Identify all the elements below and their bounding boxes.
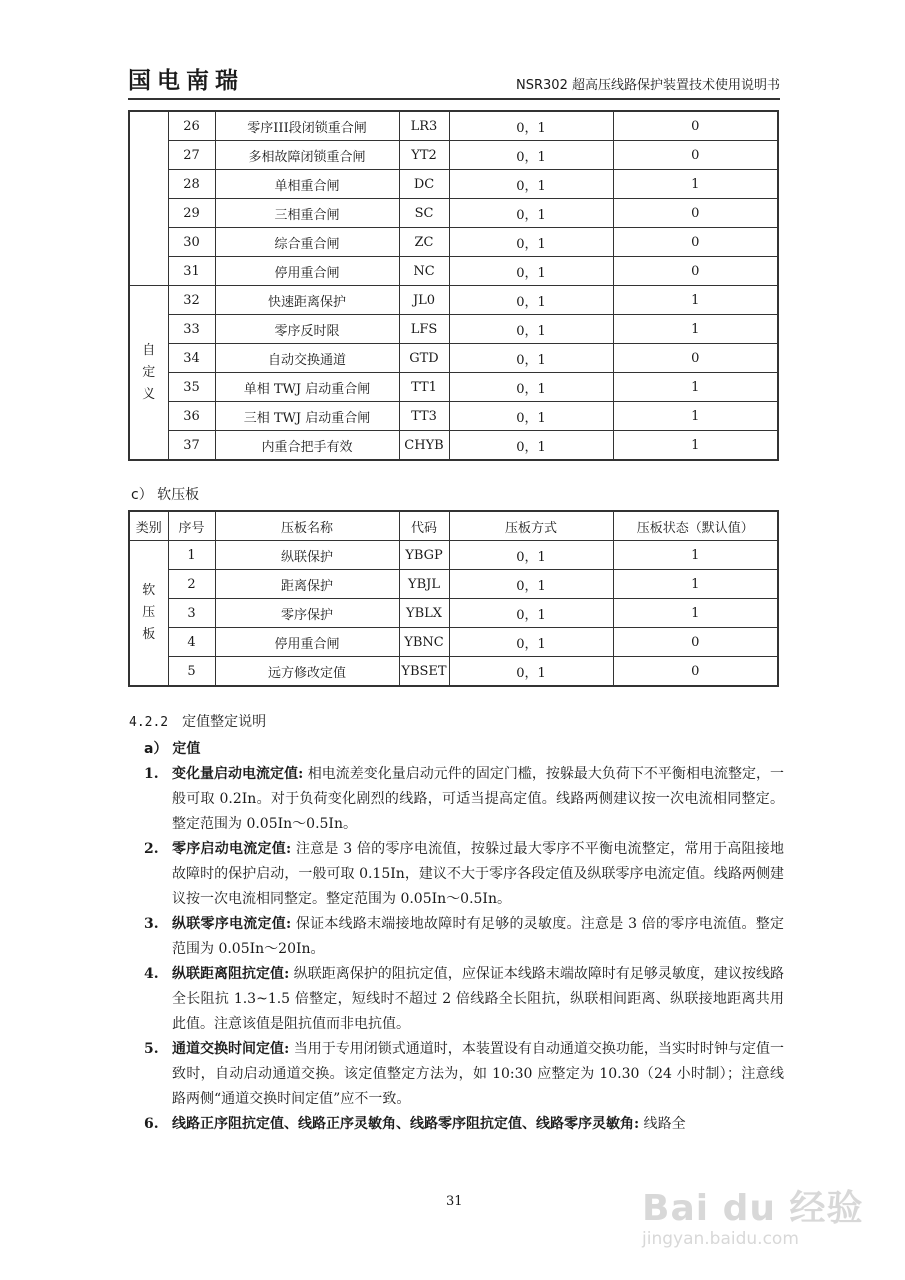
list-item — [144, 837, 784, 912]
cell-name: 综合重合闸 — [215, 228, 399, 257]
cell-name: 多相故障闭锁重合闸 — [215, 141, 399, 170]
sub-heading: a） 定值 — [144, 741, 201, 757]
item-title: 变化量启动电流定值: — [172, 766, 304, 782]
cell-code: NC — [399, 257, 449, 286]
cell-idx: 36 — [168, 402, 215, 431]
column-header: 压板方式 — [449, 511, 613, 541]
cell-method: 0，1 — [449, 170, 613, 199]
item-number: 2. — [144, 841, 159, 857]
cell-method: 0，1 — [449, 402, 613, 431]
cell-default: 1 — [613, 402, 778, 431]
cell-code: CHYB — [399, 431, 449, 461]
cell-default: 1 — [613, 541, 778, 570]
cell-idx: 3 — [168, 599, 215, 628]
list-item — [144, 1037, 784, 1112]
cell-name: 距离保护 — [215, 570, 399, 599]
cell-idx: 30 — [168, 228, 215, 257]
category-char: 压 — [142, 605, 156, 620]
column-header: 压板名称 — [215, 511, 399, 541]
category-cell — [129, 111, 168, 286]
list-item — [144, 912, 784, 962]
cell-method: 0，1 — [449, 628, 613, 657]
cell-method: 0，1 — [449, 286, 613, 315]
soft-plate-heading: c） 软压板 — [131, 487, 200, 503]
item-number: 1. — [144, 766, 159, 782]
document-title: NSR302 超高压线路保护装置技术使用说明书 — [516, 78, 780, 93]
category-cell — [129, 286, 168, 461]
table-row — [129, 141, 778, 170]
cell-name: 停用重合闸 — [215, 628, 399, 657]
item-title: 纵联零序电流定值: — [172, 916, 292, 932]
item-body: 线路全 — [639, 1116, 686, 1132]
cell-method: 0，1 — [449, 431, 613, 461]
cell-default: 1 — [613, 570, 778, 599]
table-row — [129, 570, 778, 599]
cell-method: 0，1 — [449, 315, 613, 344]
category-char: 板 — [142, 627, 156, 642]
cell-idx: 37 — [168, 431, 215, 461]
cell-code: YBSET — [399, 657, 449, 687]
table-row — [129, 628, 778, 657]
cell-default: 0 — [613, 657, 778, 687]
cell-idx: 1 — [168, 541, 215, 570]
cell-method: 0，1 — [449, 111, 613, 141]
table-row — [129, 599, 778, 628]
cell-method: 0，1 — [449, 657, 613, 687]
setting-description-list — [144, 762, 784, 1137]
cell-code: ZC — [399, 228, 449, 257]
item-body: 注意是 3 倍的零序电流值，按躲过最大零序不平衡电流整定，常用于高阻接地故障时的保护启动，一般可取 0.15In，建议不大于零序各段定值及纵联零序电流定值。线路两侧建议按一次电流相同整定。整定范围为 0.05In～0.5In。 — [172, 841, 784, 907]
page-header — [128, 62, 780, 100]
cell-code: YBJL — [399, 570, 449, 599]
cell-code: LFS — [399, 315, 449, 344]
cell-name: 停用重合闸 — [215, 257, 399, 286]
column-header: 序号 — [168, 511, 215, 541]
cell-default: 1 — [613, 599, 778, 628]
cell-method: 0，1 — [449, 228, 613, 257]
category-char: 定 — [142, 364, 156, 380]
item-body: 保证本线路末端接地故障时有足够的灵敏度。注意是 3 倍的零序电流值。整定范围为 0.05In～20In。 — [172, 916, 784, 957]
list-item — [144, 762, 784, 837]
cell-name: 零序保护 — [215, 599, 399, 628]
soft-plate-table — [128, 510, 779, 687]
cell-code: GTD — [399, 344, 449, 373]
cell-method: 0，1 — [449, 541, 613, 570]
cell-default: 1 — [613, 431, 778, 461]
cell-idx: 27 — [168, 141, 215, 170]
cell-idx: 28 — [168, 170, 215, 199]
table-row — [129, 315, 778, 344]
item-body: 当用于专用闭锁式通道时，本装置设有自动通道交换功能，当实时时钟与定值一致时，自动启动通道交换。该定值整定方法为，如 10:30 应整定为 10.30（24 小时制）；注意线路两侧“通道交换时间定值”应不一致。 — [172, 1041, 785, 1107]
table-row — [129, 199, 778, 228]
table-row — [129, 228, 778, 257]
cell-code: YT2 — [399, 141, 449, 170]
item-number: 4. — [144, 966, 159, 982]
cell-default: 0 — [613, 199, 778, 228]
cell-code: SC — [399, 199, 449, 228]
category-char: 自 — [142, 342, 156, 358]
cell-name: 单相重合闸 — [215, 170, 399, 199]
cell-idx: 4 — [168, 628, 215, 657]
cell-method: 0，1 — [449, 570, 613, 599]
cell-name: 零序III段闭锁重合闸 — [215, 111, 399, 141]
item-number: 5. — [144, 1041, 159, 1057]
column-header: 压板状态（默认值） — [613, 511, 778, 541]
column-header: 类别 — [129, 511, 168, 541]
cell-method: 0，1 — [449, 344, 613, 373]
cell-default: 1 — [613, 315, 778, 344]
cell-idx: 32 — [168, 286, 215, 315]
section-heading — [129, 711, 266, 731]
table-header-row — [129, 511, 778, 541]
cell-code: LR3 — [399, 111, 449, 141]
cell-idx: 5 — [168, 657, 215, 687]
category-cell — [129, 541, 168, 687]
cell-default: 1 — [613, 170, 778, 199]
brand-logo: 国电南瑞 — [128, 67, 244, 94]
cell-method: 0，1 — [449, 199, 613, 228]
column-header: 代码 — [399, 511, 449, 541]
page-number: 31 — [446, 1194, 463, 1209]
cell-default: 1 — [613, 373, 778, 402]
cell-name: 纵联保护 — [215, 541, 399, 570]
cell-default: 0 — [613, 228, 778, 257]
cell-name: 三相 TWJ 启动重合闸 — [215, 402, 399, 431]
cell-code: YBGP — [399, 541, 449, 570]
watermark-url: jingyan.baidu.com — [642, 1229, 799, 1249]
cell-idx: 35 — [168, 373, 215, 402]
cell-method: 0，1 — [449, 599, 613, 628]
table-row — [129, 657, 778, 687]
cell-method: 0，1 — [449, 141, 613, 170]
table-row — [129, 344, 778, 373]
cell-default: 0 — [613, 257, 778, 286]
table-row — [129, 373, 778, 402]
item-body: 相电流差变化量启动元件的固定门槛，按躲最大负荷下不平衡相电流整定，一般可取 0.2In。对于负荷变化剧烈的线路，可适当提高定值。线路两侧建议按一次电流相同整定。整定范围为 0.05In～0.5In。 — [172, 766, 784, 832]
cell-name: 内重合把手有效 — [215, 431, 399, 461]
table-row — [129, 541, 778, 570]
item-title: 线路正序阻抗定值、线路正序灵敏角、线路零序阻抗定值、线路零序灵敏角: — [172, 1116, 640, 1132]
cell-default: 0 — [613, 628, 778, 657]
cell-code: JL0 — [399, 286, 449, 315]
cell-code: TT3 — [399, 402, 449, 431]
item-number: 6. — [144, 1116, 159, 1132]
section-number: 4.2.2 — [129, 715, 169, 730]
item-number: 3. — [144, 916, 159, 932]
item-body: 纵联距离保护的阻抗定值，应保证本线路末端故障时有足够灵敏度，建议按线路全长阻抗 1.3~1.5 倍整定，短线时不超过 2 倍线路全长阻抗，纵联相间距离、纵联接地距离共用此值。注意该值是阻抗值而非电抗值。 — [172, 966, 785, 1032]
cell-name: 快速距离保护 — [215, 286, 399, 315]
cell-default: 0 — [613, 141, 778, 170]
cell-method: 0，1 — [449, 373, 613, 402]
cell-idx: 34 — [168, 344, 215, 373]
cell-idx: 26 — [168, 111, 215, 141]
table-row — [129, 431, 778, 461]
cell-default: 1 — [613, 286, 778, 315]
item-title: 纵联距离阻抗定值: — [172, 966, 290, 982]
cell-default: 0 — [613, 111, 778, 141]
cell-name: 自动交换通道 — [215, 344, 399, 373]
cell-idx: 31 — [168, 257, 215, 286]
cell-idx: 33 — [168, 315, 215, 344]
item-title: 通道交换时间定值: — [172, 1041, 290, 1057]
table-row — [129, 170, 778, 199]
section-title: 定值整定说明 — [182, 714, 267, 730]
cell-name: 远方修改定值 — [215, 657, 399, 687]
table-row — [129, 257, 778, 286]
cell-name: 零序反时限 — [215, 315, 399, 344]
table-row — [129, 111, 778, 141]
cell-name: 三相重合闸 — [215, 199, 399, 228]
list-item — [144, 1112, 784, 1137]
cell-idx: 29 — [168, 199, 215, 228]
category-char: 义 — [142, 386, 156, 402]
cell-name: 单相 TWJ 启动重合闸 — [215, 373, 399, 402]
cell-default: 0 — [613, 344, 778, 373]
item-title: 零序启动电流定值: — [172, 841, 292, 857]
control-word-table — [128, 110, 779, 461]
watermark-logo: Bai du 经验 — [642, 1188, 864, 1229]
cell-idx: 2 — [168, 570, 215, 599]
category-char: 软 — [142, 583, 156, 598]
table-row — [129, 402, 778, 431]
list-item — [144, 962, 784, 1037]
cell-method: 0，1 — [449, 257, 613, 286]
cell-code: DC — [399, 170, 449, 199]
cell-code: YBLX — [399, 599, 449, 628]
table-row — [129, 286, 778, 315]
cell-code: TT1 — [399, 373, 449, 402]
watermark — [642, 1180, 864, 1249]
cell-code: YBNC — [399, 628, 449, 657]
